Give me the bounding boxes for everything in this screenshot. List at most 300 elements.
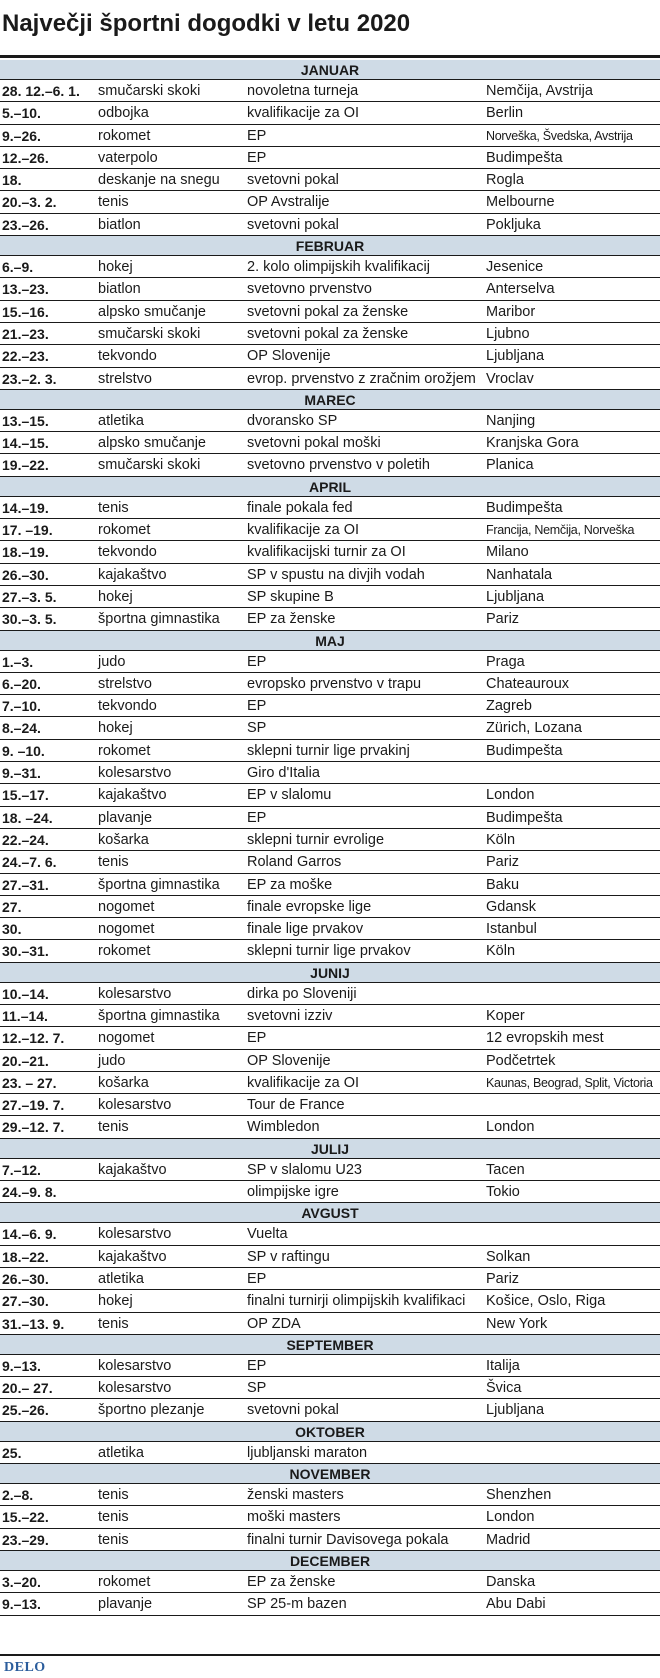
event-date: 23.–2. 3.	[2, 370, 57, 387]
event-location: London	[486, 1509, 535, 1526]
table-row	[0, 1399, 660, 1421]
event-sport: strelstvo	[98, 675, 152, 692]
event-name: EP za ženske	[247, 611, 336, 628]
event-sport: smučarski skoki	[98, 325, 201, 342]
event-name: SP skupine B	[247, 588, 334, 605]
event-sport: tenis	[98, 1487, 129, 1504]
table-row	[0, 740, 660, 762]
event-name: SP v slalomu U23	[247, 1161, 362, 1178]
event-name: svetovni pokal za ženske	[247, 325, 409, 342]
event-name: SP	[247, 1380, 267, 1397]
event-location: Zürich, Lozana	[486, 720, 582, 737]
event-name: EP	[247, 698, 267, 715]
event-location: Berlin	[486, 105, 524, 122]
event-sport: tenis	[98, 1531, 129, 1548]
event-sport: tenis	[98, 854, 129, 871]
month-header: JULIJ	[0, 1139, 660, 1159]
event-sport: kolesarstvo	[98, 1097, 172, 1114]
table-row	[0, 874, 660, 896]
event-date: 9.–26.	[2, 127, 41, 144]
event-date: 19.–22.	[2, 457, 49, 474]
event-sport: tenis	[98, 1315, 129, 1332]
event-date: 14.–15.	[2, 435, 49, 452]
table-row	[0, 519, 660, 541]
event-sport: biatlon	[98, 216, 141, 233]
table-row	[0, 454, 660, 476]
event-location: Podčetrtek	[486, 1052, 556, 1069]
event-date: 14.–6. 9.	[2, 1226, 57, 1243]
event-sport: tenis	[98, 1509, 129, 1526]
event-date: 27.	[2, 898, 22, 915]
table-row	[0, 1094, 660, 1116]
event-sport: smučarski skoki	[98, 83, 201, 99]
event-location: Italija	[486, 1357, 520, 1374]
table-row	[0, 608, 660, 630]
event-location: Koper	[486, 1007, 525, 1024]
table-row	[0, 368, 660, 390]
table-row	[0, 432, 660, 454]
event-name: Wimbledon	[247, 1119, 320, 1136]
event-location: Budimpešta	[486, 809, 563, 826]
event-sport: rokomet	[98, 522, 151, 539]
event-date: 7.–12.	[2, 1161, 41, 1178]
table-row	[0, 1181, 660, 1203]
table-row	[0, 1223, 660, 1245]
table-row	[0, 918, 660, 940]
event-date: 26.–30.	[2, 1270, 49, 1287]
table-row	[0, 1377, 660, 1399]
event-location: London	[486, 1119, 535, 1136]
event-name: EP	[247, 127, 267, 144]
event-sport: smučarski skoki	[98, 457, 201, 474]
table-row	[0, 256, 660, 278]
event-name: EP	[247, 1030, 267, 1047]
event-location: Pariz	[486, 1270, 520, 1287]
event-location: Nanhatala	[486, 566, 553, 583]
event-date: 26.–30.	[2, 566, 49, 583]
event-name: finale evropske lige	[247, 898, 372, 915]
event-name: finalni turnirji olimpijskih kvalifikaci	[247, 1293, 466, 1310]
footer-divider	[0, 1654, 660, 1656]
event-date: 31.–13. 9.	[2, 1315, 65, 1332]
event-date: 30.–3. 5.	[2, 611, 57, 628]
table-row	[0, 564, 660, 586]
event-name: Tour de France	[247, 1097, 345, 1114]
table-row	[0, 410, 660, 432]
event-sport: hokej	[98, 1293, 133, 1310]
event-date: 18.–22.	[2, 1248, 49, 1265]
delo-logo: DELO	[4, 1660, 46, 1675]
event-date: 30.–31.	[2, 943, 49, 960]
event-name: SP 25-m bazen	[247, 1596, 347, 1613]
event-sport: hokej	[98, 588, 133, 605]
table-row	[0, 278, 660, 300]
event-location: Ljubljana	[486, 348, 545, 365]
event-sport: judo	[98, 1052, 126, 1069]
event-location: Zagreb	[486, 698, 532, 715]
event-sport: kajakaštvo	[98, 1161, 167, 1178]
event-name: EP za moške	[247, 876, 333, 893]
event-name: svetovno prvenstvo	[247, 281, 372, 298]
event-name: Vuelta	[247, 1226, 288, 1243]
table-row	[0, 1571, 660, 1593]
event-location: Ljubno	[486, 325, 530, 342]
event-location: Pariz	[486, 854, 520, 871]
event-location: Milano	[486, 544, 529, 561]
page-title: Največji športni dogodki v letu 2020	[2, 10, 411, 37]
month-header: MAJ	[0, 631, 660, 651]
event-name: svetovno prvenstvo v poletih	[247, 457, 430, 474]
table-row	[0, 586, 660, 608]
event-sport: nogomet	[98, 921, 155, 938]
event-date: 20.–21.	[2, 1052, 49, 1069]
event-location: Vroclav	[486, 370, 534, 387]
month-header: FEBRUAR	[0, 236, 660, 256]
event-name: kvalifikacije za OI	[247, 522, 360, 539]
table-row	[0, 345, 660, 367]
event-name: EP	[247, 1357, 267, 1374]
event-name: finale lige prvakov	[247, 921, 364, 938]
event-name: finale pokala fed	[247, 499, 353, 516]
event-location: Kranjska Gora	[486, 435, 579, 452]
event-date: 14.–19.	[2, 499, 49, 516]
table-row	[0, 1072, 660, 1094]
event-sport: atletika	[98, 1444, 144, 1461]
table-row	[0, 102, 660, 124]
table-row	[0, 1159, 660, 1181]
event-date: 6.–9.	[2, 259, 34, 276]
event-date: 8.–24.	[2, 720, 41, 737]
table-row	[0, 80, 660, 102]
event-location: Anterselva	[486, 281, 555, 298]
event-sport: kolesarstvo	[98, 765, 172, 782]
event-date: 9. –10.	[2, 742, 45, 759]
event-date: 9.–31.	[2, 765, 41, 782]
event-date: 17. –19.	[2, 522, 53, 539]
event-sport: rokomet	[98, 1573, 151, 1590]
event-name: dirka po Sloveniji	[247, 985, 357, 1002]
event-sport: rokomet	[98, 943, 151, 960]
event-sport: tenis	[98, 1119, 129, 1136]
event-name: EP	[247, 1270, 267, 1287]
event-location: Francija, Nemčija, Norveška	[486, 523, 635, 538]
event-name: dvoransko SP	[247, 412, 338, 429]
event-location: Nanjing	[486, 412, 536, 429]
event-date: 27.–30.	[2, 1293, 49, 1310]
event-date: 11.–14.	[2, 1007, 48, 1024]
event-date: 15.–16.	[2, 303, 49, 320]
footer	[0, 1654, 660, 1675]
table-row	[0, 1484, 660, 1506]
event-sport: strelstvo	[98, 370, 152, 387]
month-header: SEPTEMBER	[0, 1335, 660, 1355]
event-date: 24.–7. 6.	[2, 854, 57, 871]
event-location: New York	[486, 1315, 548, 1332]
event-date: 22.–23.	[2, 348, 49, 365]
table-row	[0, 673, 660, 695]
table-row	[0, 1268, 660, 1290]
table-row	[0, 1442, 660, 1464]
table-row	[0, 323, 660, 345]
table-row	[0, 214, 660, 236]
event-name: svetovni pokal	[247, 1402, 339, 1419]
table-row	[0, 497, 660, 519]
event-name: olimpijske igre	[247, 1184, 339, 1201]
event-location: Budimpešta	[486, 499, 563, 516]
event-location: Chateauroux	[486, 675, 570, 692]
month-header: MAREC	[0, 390, 660, 410]
event-date: 9.–13.	[2, 1357, 41, 1374]
event-location: Köln	[486, 943, 516, 960]
event-sport: deskanje na snegu	[98, 172, 220, 189]
event-location: Istanbul	[486, 921, 537, 938]
event-sport: športna gimnastika	[98, 1007, 220, 1024]
event-name: evrop. prvenstvo z zračnim orožjem	[247, 370, 476, 387]
table-row	[0, 301, 660, 323]
event-date: 30.	[2, 921, 22, 938]
month-header: DECEMBER	[0, 1551, 660, 1571]
table-row	[0, 169, 660, 191]
event-location: Pokljuka	[486, 216, 541, 233]
event-location: Melbourne	[486, 194, 555, 211]
event-location: Baku	[486, 876, 520, 893]
event-name: SP	[247, 720, 267, 737]
event-location: Maribor	[486, 303, 536, 320]
table-row	[0, 1506, 660, 1528]
event-sport: rokomet	[98, 127, 151, 144]
event-location: Švica	[486, 1380, 522, 1397]
event-date: 13.–15.	[2, 412, 49, 429]
event-date: 18.	[2, 172, 22, 189]
event-location: Ljubljana	[486, 1402, 545, 1419]
table-row	[0, 1116, 660, 1138]
event-name: sklepni turnir evrolige	[247, 831, 385, 848]
event-date: 10.–14.	[2, 985, 49, 1002]
event-location: Pariz	[486, 611, 520, 628]
event-date: 27.–31.	[2, 876, 49, 893]
event-sport: alpsko smučanje	[98, 303, 206, 320]
event-location: Rogla	[486, 172, 524, 189]
event-date: 9.–13.	[2, 1596, 41, 1613]
event-date: 18.–19.	[2, 544, 49, 561]
event-sport: športno plezanje	[98, 1402, 205, 1419]
event-sport: nogomet	[98, 898, 155, 915]
table-row	[0, 896, 660, 918]
event-sport: tenis	[98, 194, 129, 211]
table-row	[0, 829, 660, 851]
event-location: Kaunas, Beograd, Split, Victoria	[486, 1075, 653, 1090]
event-name: Roland Garros	[247, 854, 342, 871]
event-date: 24.–9. 8.	[2, 1184, 57, 1201]
event-name: EP v slalomu	[247, 787, 332, 804]
event-name: kvalifikacije za OI	[247, 105, 360, 122]
month-header: AVGUST	[0, 1203, 660, 1223]
event-date: 20.– 27.	[2, 1380, 53, 1397]
event-name: svetovni izziv	[247, 1007, 333, 1024]
event-sport: tekvondo	[98, 348, 157, 365]
event-sport: nogomet	[98, 1030, 155, 1047]
event-sport: športna gimnastika	[98, 876, 220, 893]
event-date: 7.–10.	[2, 698, 41, 715]
event-name: ženski masters	[247, 1487, 344, 1504]
title-divider	[0, 55, 660, 58]
event-date: 18. –24.	[2, 809, 53, 826]
event-name: novoletna turneja	[247, 83, 359, 99]
event-sport: plavanje	[98, 1596, 153, 1613]
table-row	[0, 1313, 660, 1335]
event-name: 2. kolo olimpijskih kvalifikacij	[247, 259, 430, 276]
event-name: EP za ženske	[247, 1573, 336, 1590]
event-sport: tekvondo	[98, 544, 157, 561]
table-row	[0, 807, 660, 829]
event-sport: kolesarstvo	[98, 1357, 172, 1374]
event-date: 5.–10.	[2, 105, 41, 122]
event-name: evropsko prvenstvo v trapu	[247, 675, 422, 692]
event-location: Budimpešta	[486, 149, 563, 166]
event-location: Jesenice	[486, 259, 544, 276]
event-sport: atletika	[98, 1270, 144, 1287]
event-sport: kajakaštvo	[98, 1248, 167, 1265]
table-row	[0, 1290, 660, 1312]
event-name: svetovni pokal za ženske	[247, 303, 409, 320]
event-date: 23. – 27.	[2, 1074, 57, 1091]
table-row	[0, 1005, 660, 1027]
month-header: JANUAR	[0, 60, 660, 80]
table-row	[0, 651, 660, 673]
table-row	[0, 125, 660, 147]
event-sport: kajakaštvo	[98, 787, 167, 804]
event-sport: kolesarstvo	[98, 985, 172, 1002]
event-name: kvalifikacijski turnir za OI	[247, 544, 406, 561]
event-date: 29.–12. 7.	[2, 1119, 65, 1136]
event-name: Giro d'Italia	[247, 765, 320, 782]
event-name: EP	[247, 653, 267, 670]
event-name: finalni turnir Davisovega pokala	[247, 1531, 449, 1548]
event-date: 12.–26.	[2, 149, 49, 166]
event-sport: rokomet	[98, 742, 151, 759]
event-location: Praga	[486, 653, 525, 670]
event-sport: vaterpolo	[98, 149, 158, 166]
event-name: OP Avstralije	[247, 194, 330, 211]
event-name: sklepni turnir lige prvakov	[247, 943, 411, 960]
event-sport: plavanje	[98, 809, 153, 826]
event-sport: biatlon	[98, 281, 141, 298]
event-location: Planica	[486, 457, 534, 474]
event-sport: kolesarstvo	[98, 1380, 172, 1397]
event-date: 13.–23.	[2, 281, 49, 298]
event-name: ljubljanski maraton	[247, 1444, 368, 1461]
event-sport: tekvondo	[98, 698, 157, 715]
table-row	[0, 1529, 660, 1551]
event-sport: odbojka	[98, 105, 149, 122]
event-date: 22.–24.	[2, 831, 49, 848]
event-name: SP v spustu na divjih vodah	[247, 566, 425, 583]
event-sport: tenis	[98, 499, 129, 516]
event-name: svetovni pokal	[247, 216, 339, 233]
event-location: Budimpešta	[486, 742, 563, 759]
event-sport: košarka	[98, 1074, 149, 1091]
event-name: OP Slovenije	[247, 1052, 331, 1069]
event-sport: atletika	[98, 412, 144, 429]
event-date: 28. 12.–6. 1.	[2, 83, 80, 99]
event-date: 25.	[2, 1444, 22, 1461]
event-location: Köln	[486, 831, 516, 848]
event-date: 15.–17.	[2, 787, 49, 804]
event-location: Shenzhen	[486, 1487, 552, 1504]
table-row	[0, 983, 660, 1005]
table-row	[0, 762, 660, 784]
event-date: 23.–26.	[2, 216, 49, 233]
event-sport: hokej	[98, 720, 133, 737]
event-location: Madrid	[486, 1531, 531, 1548]
event-date: 21.–23.	[2, 325, 49, 342]
table-row	[0, 717, 660, 739]
event-location: London	[486, 787, 535, 804]
event-location: Košice, Oslo, Riga	[486, 1293, 606, 1310]
table-row	[0, 695, 660, 717]
event-date: 25.–26.	[2, 1402, 49, 1419]
table-row	[0, 541, 660, 563]
event-date: 3.–20.	[2, 1573, 41, 1590]
event-sport: hokej	[98, 259, 133, 276]
event-name: moški masters	[247, 1509, 341, 1526]
event-name: kvalifikacije za OI	[247, 1074, 360, 1091]
event-sport: kolesarstvo	[98, 1226, 172, 1243]
event-name: EP	[247, 149, 267, 166]
event-date: 2.–8.	[2, 1487, 34, 1504]
event-sport: košarka	[98, 831, 149, 848]
event-location: Gdansk	[486, 898, 536, 915]
event-name: svetovni pokal	[247, 172, 339, 189]
event-name: SP v raftingu	[247, 1248, 330, 1265]
event-date: 12.–12. 7.	[2, 1030, 65, 1047]
table-row	[0, 784, 660, 806]
month-header: JUNIJ	[0, 963, 660, 983]
event-date: 6.–20.	[2, 675, 41, 692]
event-location: 12 evropskih mest	[486, 1030, 604, 1047]
event-location: Tokio	[486, 1184, 520, 1201]
event-sport: judo	[98, 653, 126, 670]
table-row	[0, 1050, 660, 1072]
event-location: Abu Dabi	[486, 1596, 546, 1613]
event-name: OP Slovenije	[247, 348, 331, 365]
table-row	[0, 1593, 660, 1615]
table-row	[0, 147, 660, 169]
event-sport: kajakaštvo	[98, 566, 167, 583]
event-location: Norveška, Švedska, Avstrija	[486, 128, 633, 143]
event-location: Ljubljana	[486, 588, 545, 605]
month-header: APRIL	[0, 477, 660, 497]
table-row	[0, 1355, 660, 1377]
event-name: OP ZDA	[247, 1315, 301, 1332]
table-row	[0, 851, 660, 873]
event-location: Danska	[486, 1573, 536, 1590]
event-sport: alpsko smučanje	[98, 435, 206, 452]
event-date: 20.–3. 2.	[2, 194, 57, 211]
table-row	[0, 940, 660, 962]
event-date: 15.–22.	[2, 1509, 49, 1526]
event-name: sklepni turnir lige prvakinj	[247, 742, 410, 759]
event-location: Tacen	[486, 1161, 525, 1178]
event-date: 27.–19. 7.	[2, 1097, 65, 1114]
events-table	[0, 60, 660, 1616]
table-row	[0, 1246, 660, 1268]
event-name: svetovni pokal moški	[247, 435, 381, 452]
event-date: 23.–29.	[2, 1531, 49, 1548]
event-date: 27.–3. 5.	[2, 588, 57, 605]
event-date: 1.–3.	[2, 653, 34, 670]
month-header: OKTOBER	[0, 1422, 660, 1442]
